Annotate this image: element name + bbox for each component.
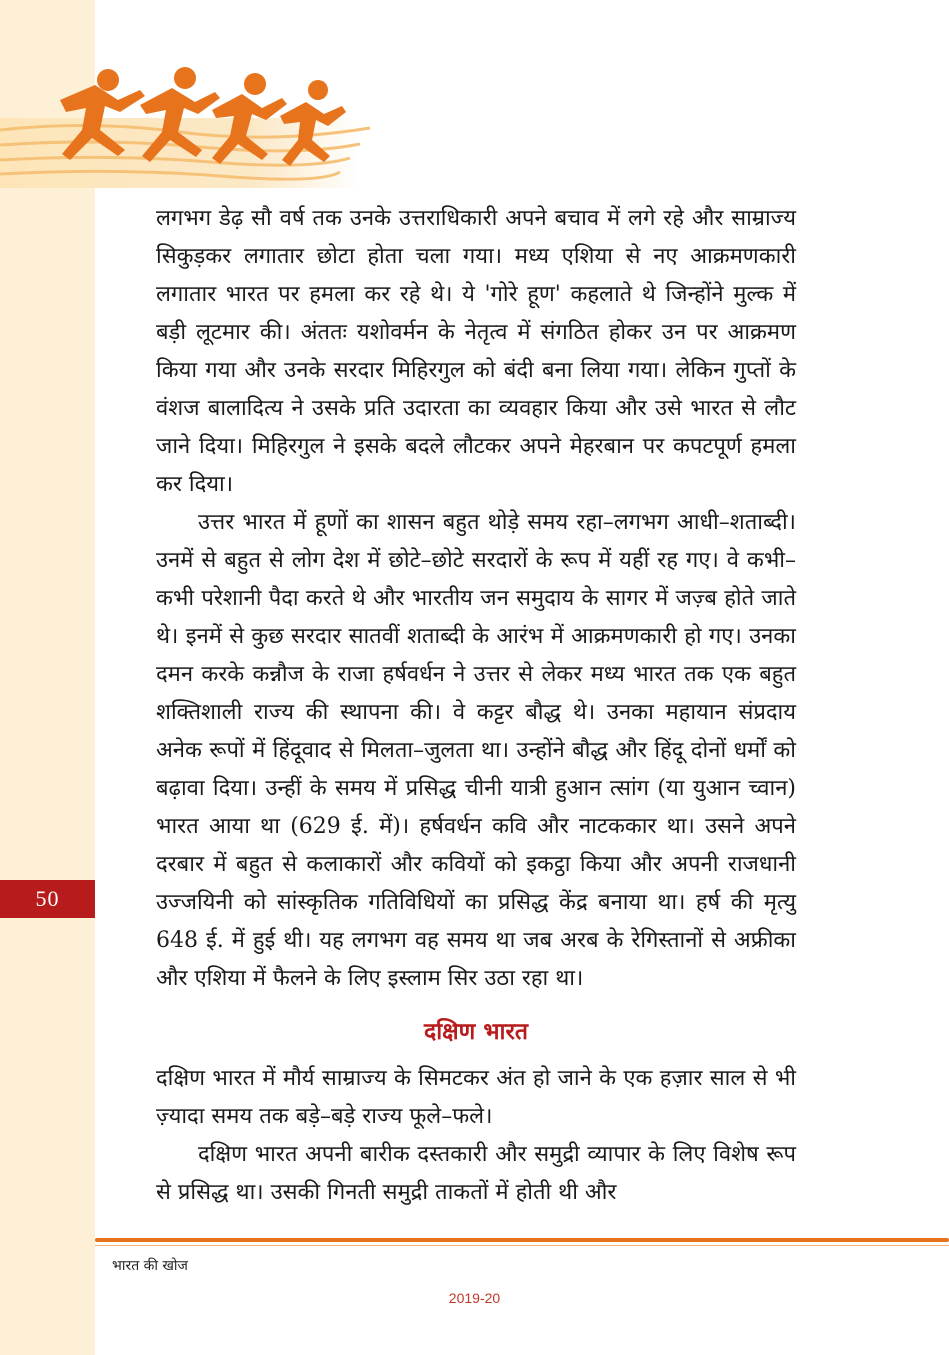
running-figures-icon (0, 50, 380, 195)
edition-year: 2019-20 (448, 1290, 501, 1306)
paragraph-south-india-intro: दक्षिण भारत में मौर्य साम्राज्य के सिमटकर अंत हो जाने के एक हज़ार साल से भी ज़्यादा समय तक बड़े–बड़े राज्य फूले–फले। (156, 1066, 796, 1129)
section-heading: दक्षिण भारत (424, 1018, 528, 1045)
footer-divider (95, 1238, 949, 1242)
footer-divider-thin (95, 1245, 949, 1246)
paragraph-harshavardhana: उत्तर भारत में हूणों का शासन बहुत थोड़े समय रहा–लगभग आधी–शताब्दी। उनमें से बहुत से लोग देश में छोटे–छोटे सरदारों के रूप में यहीं रह गए। वे कभी–कभी परेशानी पैदा करते थे और भारतीय जन समुदाय के सागर में जज़्ब होते जाते थे। इनमें से कुछ सरदार सातवीं शताब्दी के आरंभ में आक्रमणकारी हो गए। उनका दमन करके कन्नौज के राजा हर्षवर्धन ने उत्तर से लेकर मध्य भारत तक एक बहुत शक्तिशाली राज्य की स्थापना की। वे कट्टर बौद्ध थे। उनका महायान संप्रदाय अनेक रूपों में हिंदूवाद से मिलता–जुलता था। उन्होंने बौद्ध और हिंदू दोनों धर्मों को बढ़ावा दिया। उन्हीं के समय में प्रसिद्ध चीनी यात्री हुआन त्सांग (या युआन च्वान) भारत आया था (629 ई. में)। हर्षवर्धन कवि और नाटककार था। उसने अपने दरबार में बहुत से कलाकारों और कवियों को इकट्ठा किया और अपनी राजधानी उज्जयिनी को सांस्कृतिक गतिविधियों का प्रसिद्ध केंद्र बनाया था। हर्ष की मृत्यु 648 ई. में हुई थी। यह लगभग वह समय था जब अरब के रेगिस्तानों से अफ्रीका और एशिया में फैलने के लिए इस्लाम सिर उठा रहा था। (156, 510, 796, 991)
left-margin-strip (0, 0, 95, 1355)
paragraph-south-india-trade: दक्षिण भारत अपनी बारीक दस्तकारी और समुद्री व्यापार के लिए विशेष रूप से प्रसिद्ध था। उसकी गिनती समुद्री ताकतों में होती थी और (156, 1142, 796, 1205)
book-title: भारत की खोज (112, 1258, 188, 1274)
paragraph-huns: लगभग डेढ़ सौ वर्ष तक उनके उत्तराधिकारी अपने बचाव में लगे रहे और साम्राज्य सिकुड़कर लगातार छोटा होता चला गया। मध्य एशिया से नए आक्रमणकारी लगातार भारत पर हमला कर रहे थे। ये 'गोरे हूण' कहलाते थे जिन्होंने मुल्क में बड़ी लूटमार की। अंततः यशोवर्मन के नेतृत्व में संगठित होकर उन पर आक्रमण किया गया और उनके सरदार मिहिरगुल को बंदी बना लिया गया। लेकिन गुप्तों के वंशज बालादित्य ने उसके प्रति उदारता का व्यवहार किया और उसे भारत से लौट जाने दिया। मिहिरगुल ने इसके बदले लौटकर अपने मेहरबान पर कपटपूर्ण हमला कर दिया। (156, 206, 796, 497)
page-content (156, 200, 796, 1212)
page-number: 50 (0, 880, 95, 918)
